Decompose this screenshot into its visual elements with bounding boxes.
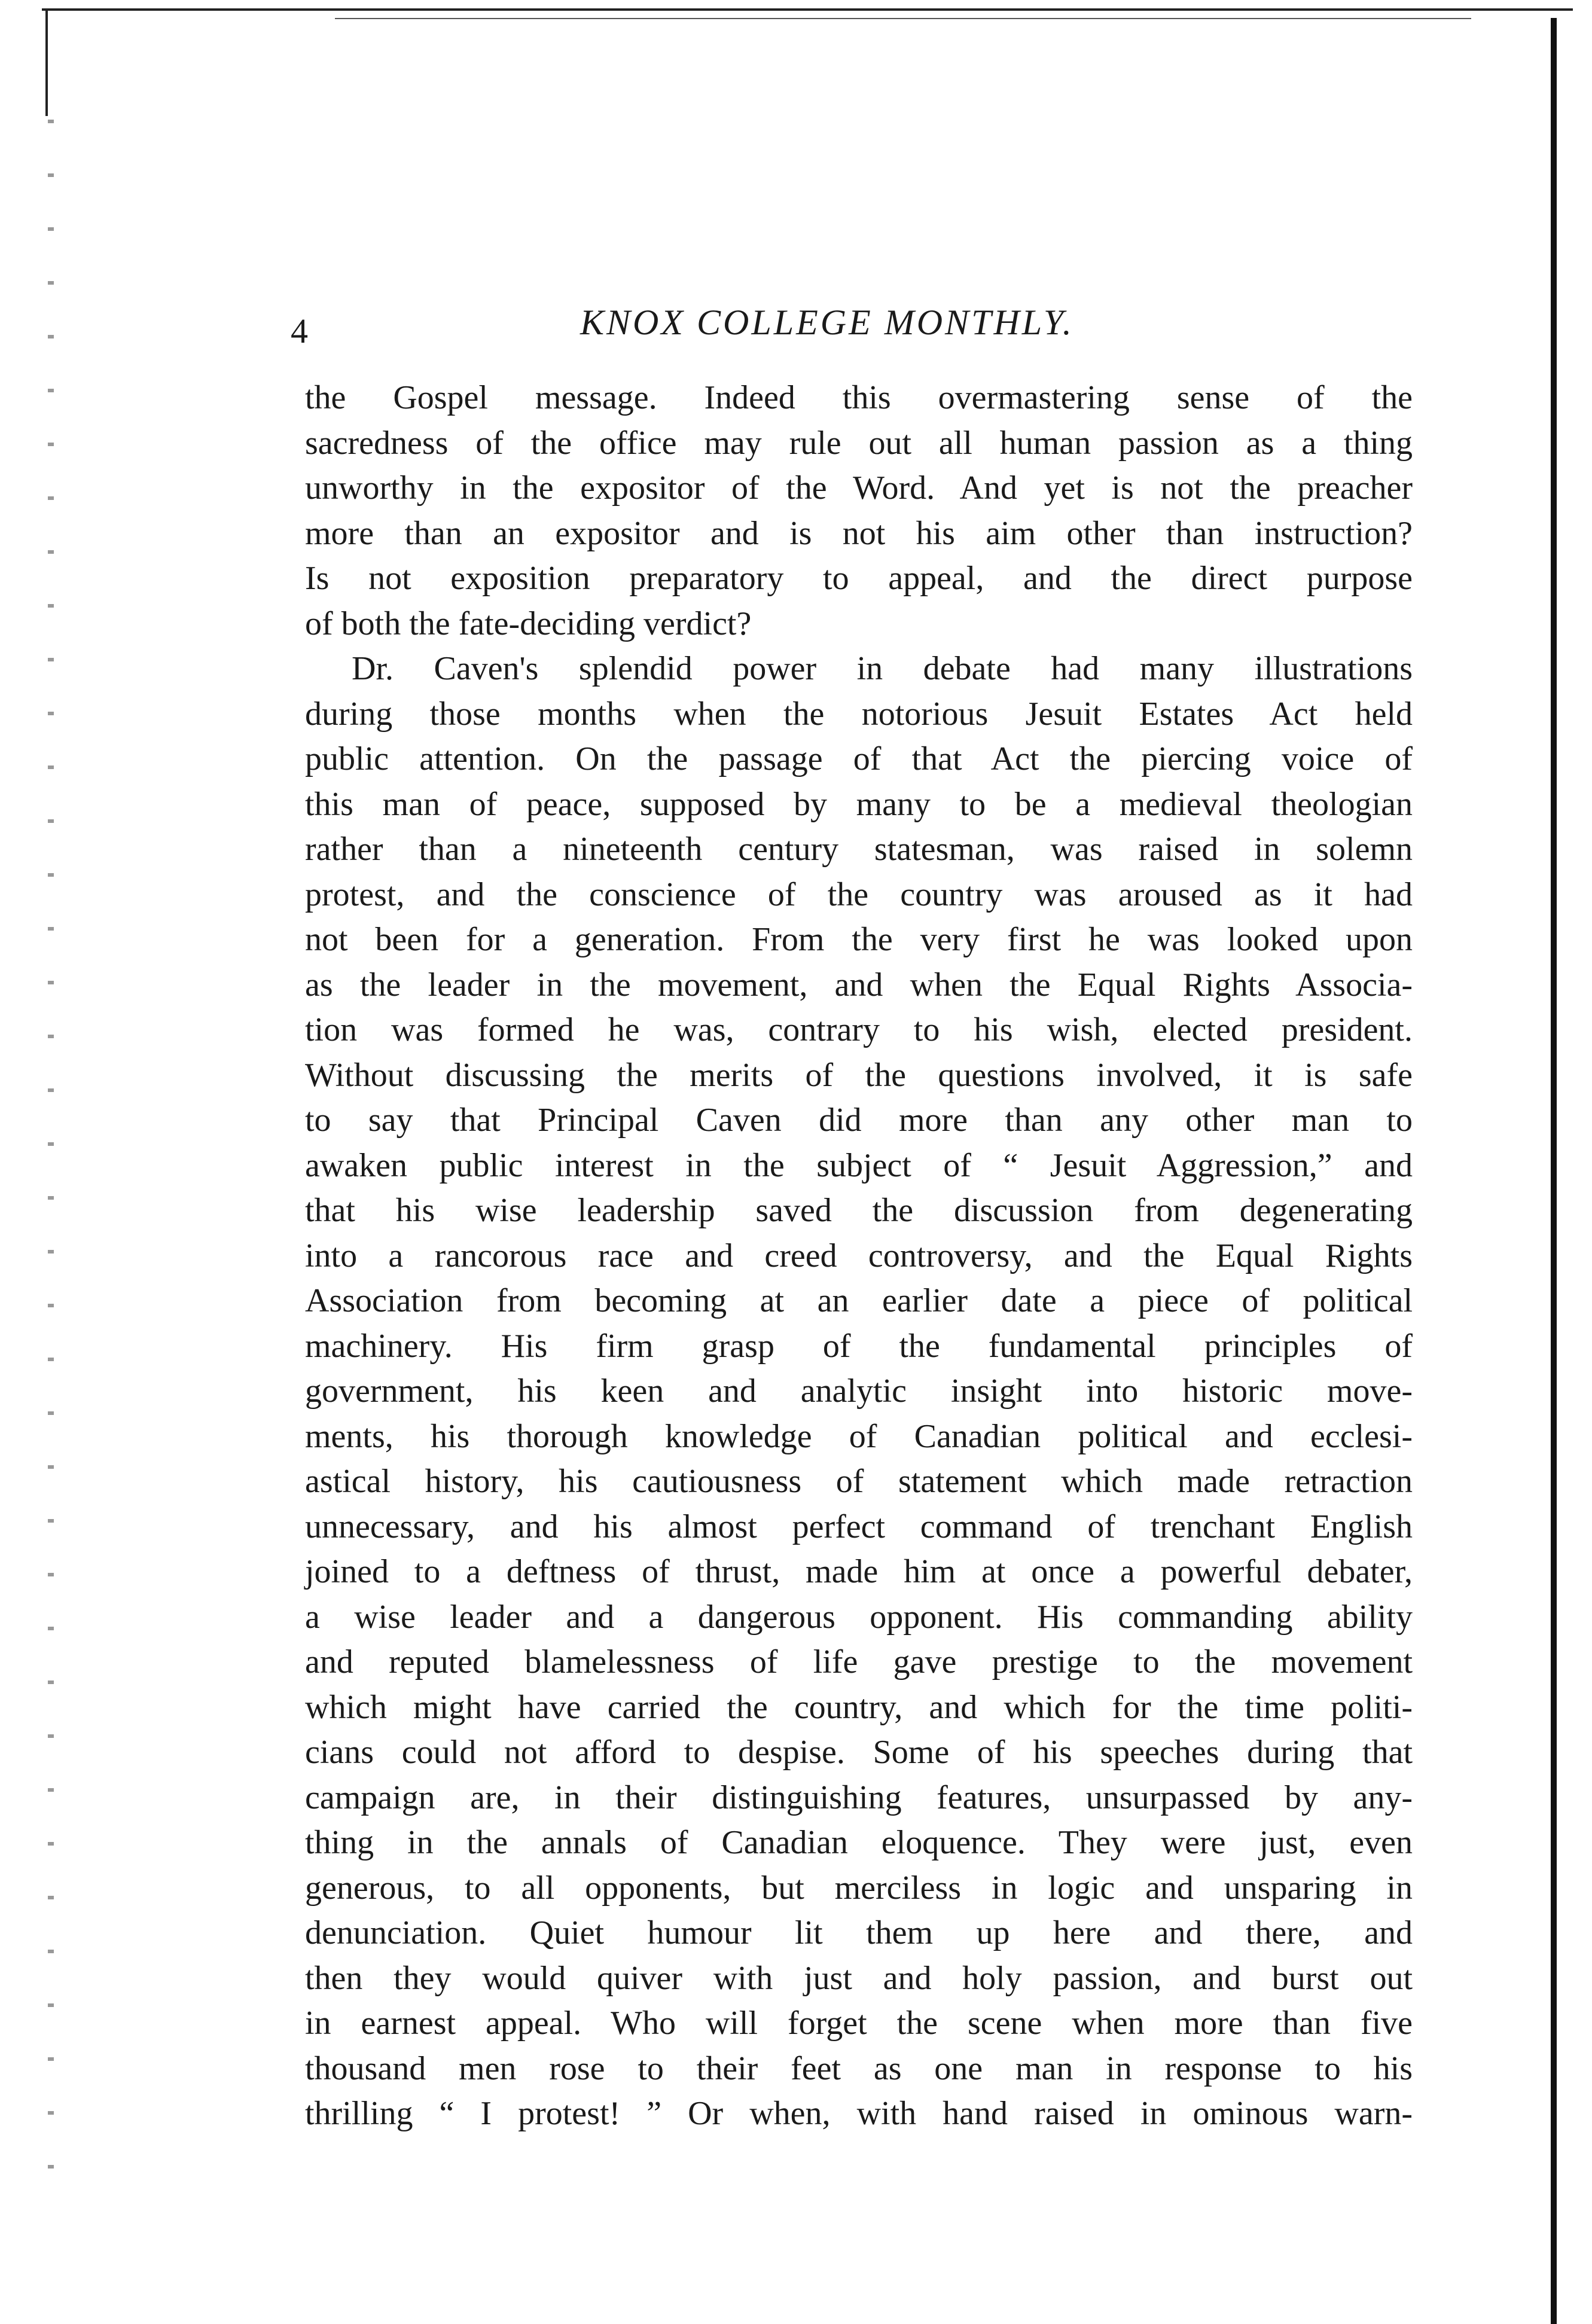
scan-left-margin-specks [48,120,54,2213]
text-line: thrilling “ I protest! ” Or when, with hand raised in ominous warn- [305,2095,1413,2132]
scan-top-rule-secondary [335,18,1471,19]
text-line: thing in the annals of Canadian eloquence. They were just, even [305,1824,1413,1861]
paragraph-start-line: Dr. Caven's splendid power in debate had many illustrations [352,650,1413,687]
text-line: Association from becoming at an earlier date a piece of political [305,1282,1413,1319]
text-line: to say that Principal Caven did more than any other man to [305,1102,1413,1139]
text-line: sacredness of the office may rule out all human passion as a thing [305,424,1413,462]
text-line: which might have carried the country, and which for the time politi- [305,1688,1413,1726]
body-text [305,376,1413,2137]
text-line: in earnest appeal. Who will forget the scene when more than five [305,2005,1413,2042]
text-line: government, his keen and analytic insight into historic move- [305,1373,1413,1410]
text-line: machinery. His firm grasp of the fundamental principles of [305,1327,1413,1365]
text-line: and reputed blamelessness of life gave prestige to the movement [305,1643,1413,1681]
text-line: that his wise leadership saved the discussion from degenerating [305,1192,1413,1229]
text-line: unnecessary, and his almost perfect command of trenchant English [305,1508,1413,1545]
text-line: Without discussing the merits of the questions involved, it is safe [305,1056,1413,1094]
text-line: public attention. On the passage of that Act the piercing voice of [305,740,1413,777]
text-line: rather than a nineteenth century statesman, was raised in solemn [305,831,1413,868]
text-line: ments, his thorough knowledge of Canadian political and ecclesi- [305,1417,1413,1455]
text-line: of both the fate-deciding verdict? [305,605,752,642]
text-line: tion was formed he was, contrary to his wish, elected president. [305,1011,1413,1048]
scan-right-page-edge [1551,18,1557,2324]
text-line: thousand men rose to their feet as one man in response to his [305,2049,1413,2087]
text-line: astical history, his cautiousness of statement which made retraction [305,1463,1413,1500]
page-number: 4 [291,312,308,350]
text-line: during those months when the notorious Jesuit Estates Act held [305,695,1413,733]
text-line: not been for a generation. From the very first he was looked upon [305,921,1413,958]
text-line: Is not exposition preparatory to appeal, and the direct purpose [305,560,1413,597]
text-line: cians could not afford to despise. Some of his speeches during that [305,1734,1413,1771]
text-line: denunciation. Quiet humour lit them up here and there, and [305,1914,1413,1951]
text-line: protest, and the conscience of the country was aroused as it had [305,876,1413,913]
text-line: awaken public interest in the subject of “ Jesuit Aggression,” and [305,1146,1413,1184]
text-line: joined to a deftness of thrust, made him at once a powerful debater, [305,1553,1413,1590]
text-line: unworthy in the expositor of the Word. And yet is not the preacher [305,469,1413,507]
text-line: then they would quiver with just and holy passion, and burst out [305,1959,1413,1997]
text-line: the Gospel message. Indeed this overmastering sense of the [305,379,1413,416]
scan-left-corner-mark [45,8,48,116]
text-line: as the leader in the movement, and when the Equal Rights Associa- [305,966,1413,1004]
text-line: into a rancorous race and creed controversy, and the Equal Rights [305,1237,1413,1274]
text-line: this man of peace, supposed by many to be a medieval theologian [305,785,1413,823]
text-line: a wise leader and a dangerous opponent. His commanding ability [305,1598,1413,1636]
running-title: KNOX COLLEGE MONTHLY. [580,303,1074,342]
text-line: generous, to all opponents, but merciless in logic and unsparing in [305,1869,1413,1907]
text-line: campaign are, in their distinguishing features, unsurpassed by any- [305,1779,1413,1816]
scan-top-rule [42,8,1573,11]
text-line: more than an expositor and is not his aim other than instruction? [305,514,1413,552]
